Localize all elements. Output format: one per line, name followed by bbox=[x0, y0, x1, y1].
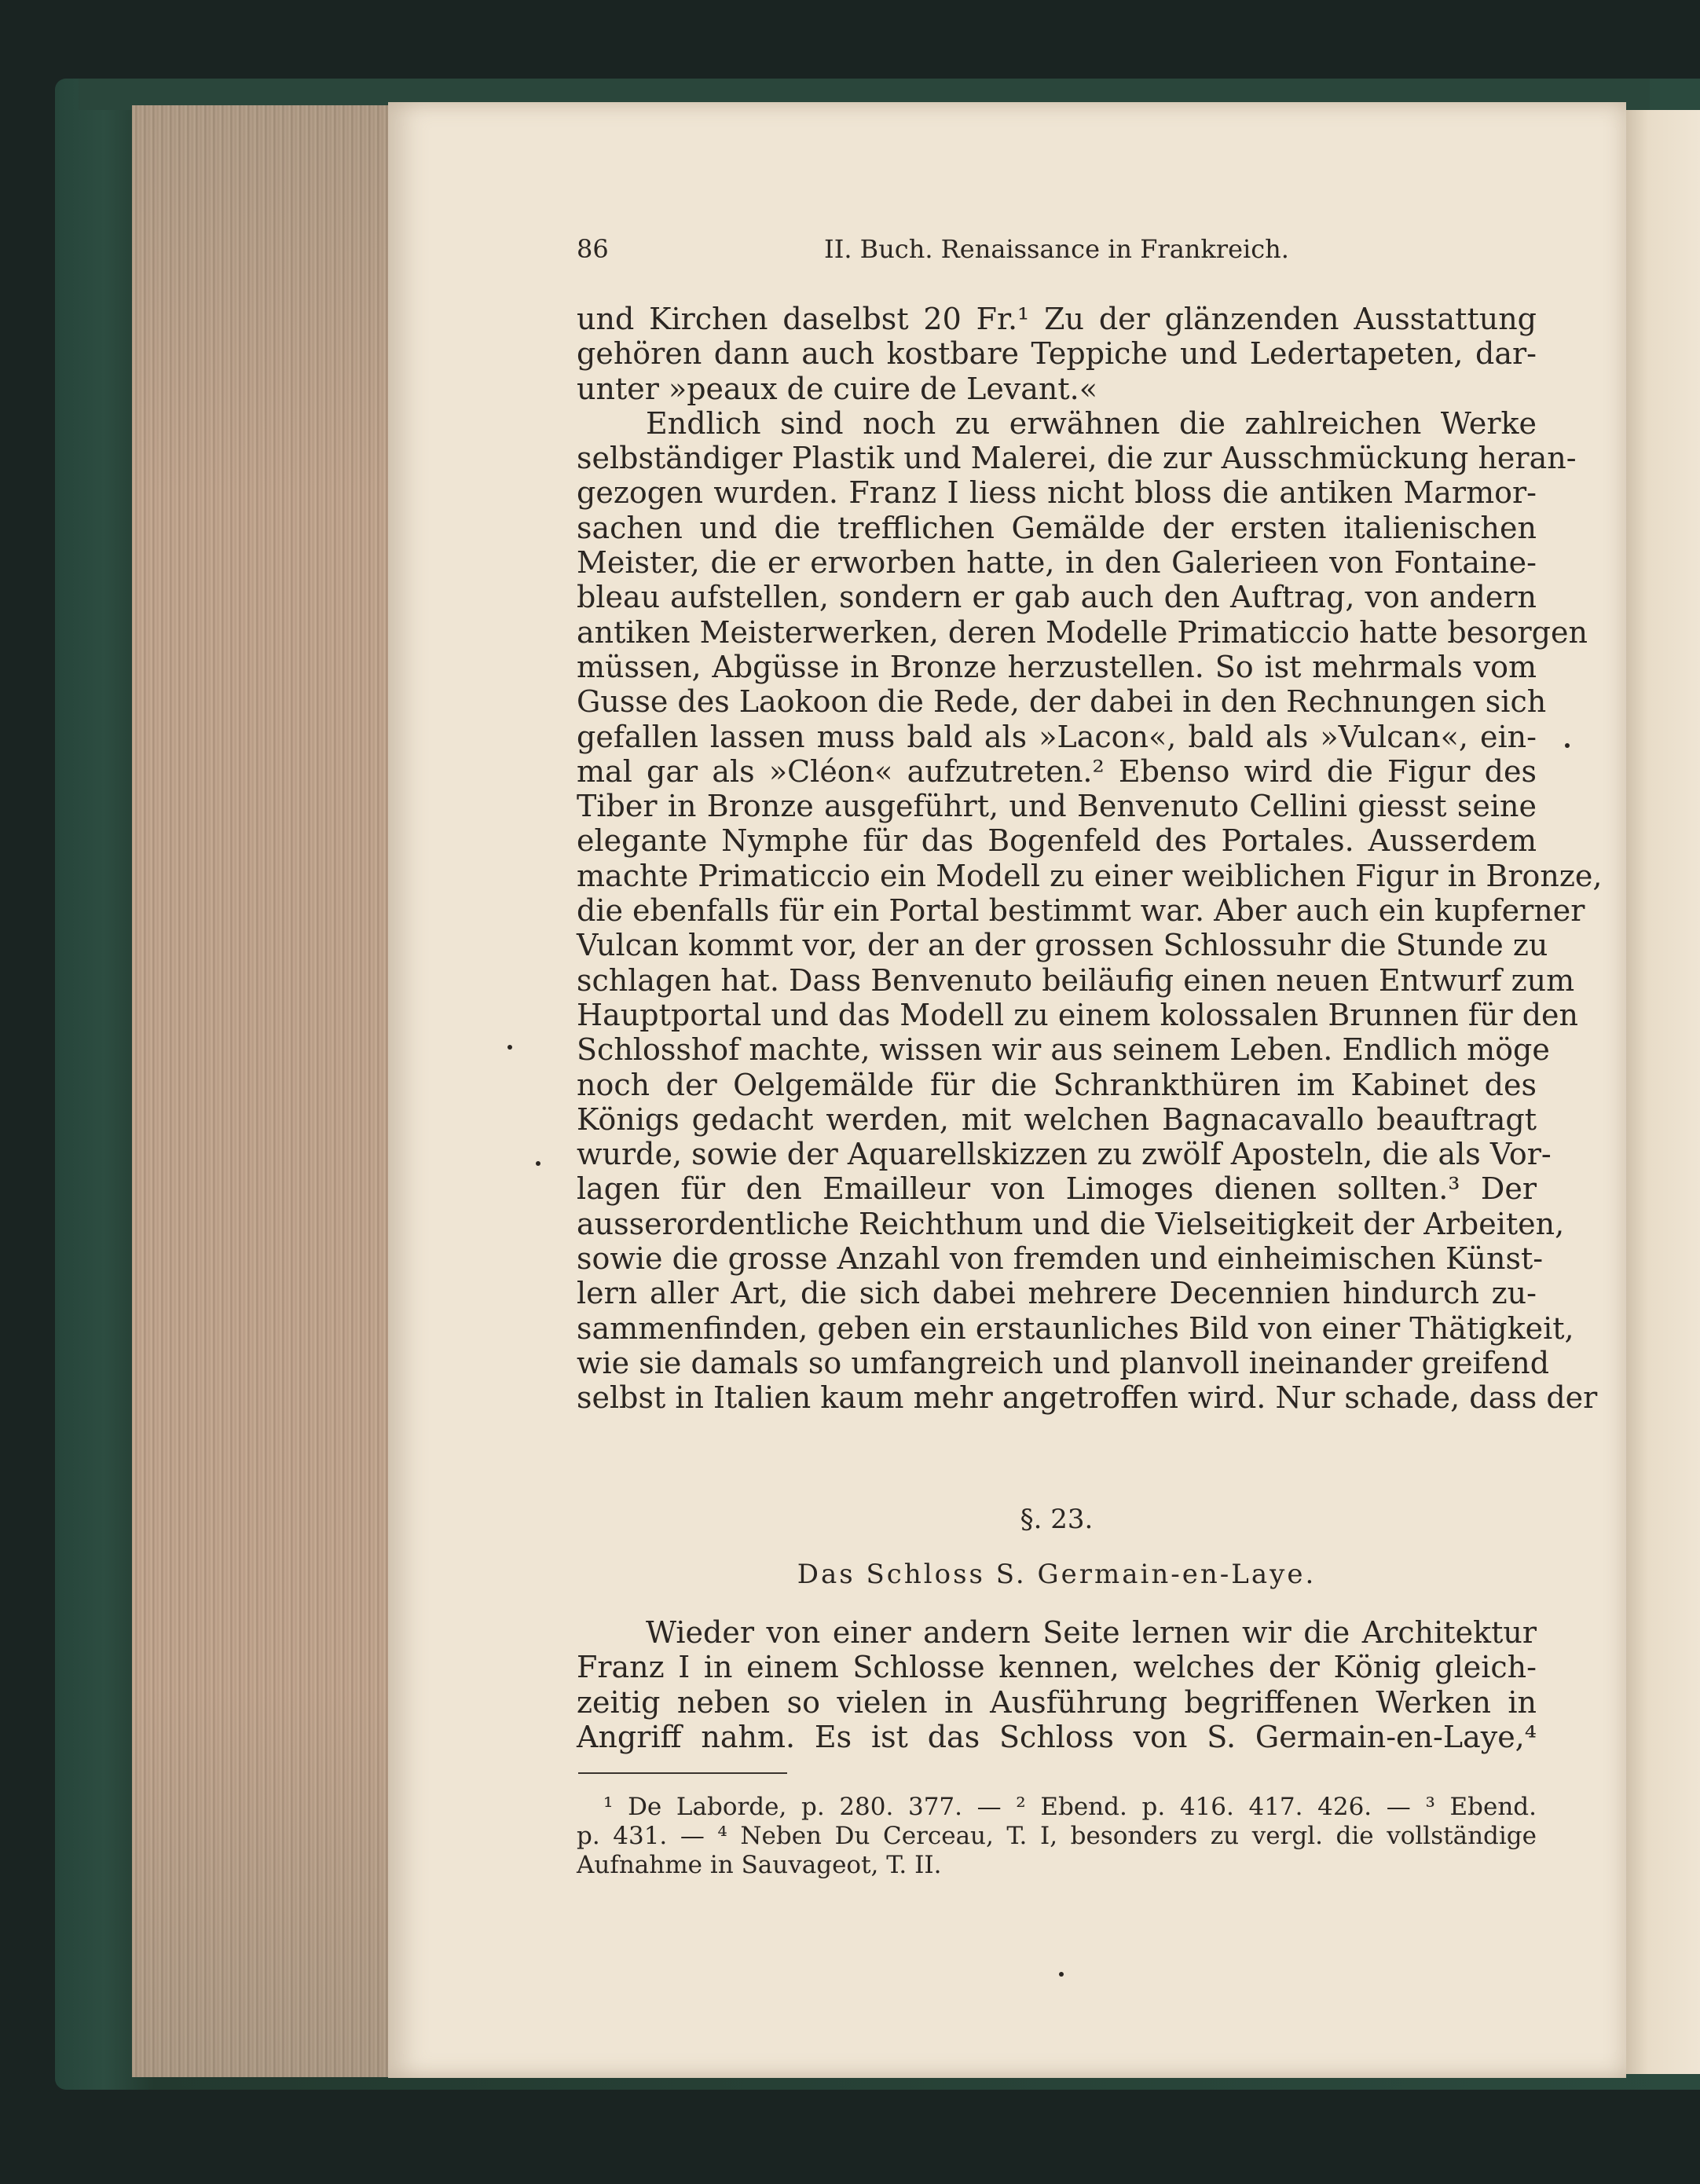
text-line: ausserordentliche Reichthum und die Vielseitigkeit der Arbeiten, bbox=[577, 1206, 1565, 1241]
text-line: müssen, Abgüsse in Bronze herzustellen. So ist mehrmals vom bbox=[577, 649, 1537, 684]
text-line: Gusse des Laokoon die Rede, der dabei in den Rechnungen sich bbox=[577, 684, 1547, 720]
footnote-rule bbox=[578, 1772, 787, 1774]
page-header bbox=[577, 234, 1537, 273]
text-line: Hauptportal und das Modell zu einem kolossalen Brunnen für den bbox=[577, 997, 1578, 1032]
text-line: lagen für den Emailleur von Limoges dienen sollten.³ Der bbox=[577, 1171, 1537, 1207]
text-line: gehören dann auch kostbare Teppiche und Ledertapeten, dar- bbox=[577, 336, 1537, 372]
margin-speck bbox=[507, 1045, 512, 1050]
text-line: bleau aufstellen, sondern er gab auch den Auftrag, von andern bbox=[577, 580, 1537, 615]
next-page-edge bbox=[1626, 110, 1700, 2074]
text-line: Endlich sind noch zu erwähnen die zahlreichen Werke bbox=[646, 405, 1537, 441]
text-line: die ebenfalls für ein Portal bestimmt war. Aber auch ein kupferner bbox=[577, 893, 1585, 929]
text-line: Königs gedacht werden, mit welchen Bagnacavallo beauftragt bbox=[577, 1101, 1537, 1137]
text-line: gefallen lassen muss bald als »Lacon«, bald als »Vulcan«, ein- bbox=[577, 719, 1537, 754]
page-number: 86 bbox=[577, 234, 609, 264]
margin-speck bbox=[1059, 1972, 1064, 1977]
text-line: Franz I in einem Schlosse kennen, welches der König gleich- bbox=[577, 1650, 1537, 1685]
text-line: selbst in Italien kaum mehr angetroffen wird. Nur schade, dass der bbox=[577, 1380, 1598, 1416]
text-line: lern aller Art, die sich dabei mehrere Decennien hindurch zu- bbox=[577, 1276, 1537, 1311]
text-line: wie sie damals so umfangreich und planvoll ineinander greifend bbox=[577, 1345, 1550, 1380]
text-line: Wieder von einer andern Seite lernen wir die Architektur bbox=[646, 1615, 1537, 1650]
text-line: wurde, sowie der Aquarellskizzen zu zwölf Aposteln, die als Vor- bbox=[577, 1137, 1552, 1172]
text-line: elegante Nymphe für das Bogenfeld des Portales. Ausserdem bbox=[577, 823, 1537, 859]
footnote-line: ¹ De Laborde, p. 280. 377. — ² Ebend. p. 416. 417. 426. — ³ Ebend. bbox=[603, 1793, 1537, 1821]
text-line: noch der Oelgemälde für die Schrankthüren im Kabinet des bbox=[577, 1067, 1537, 1102]
text-line: sachen und die trefflichen Gemälde der ersten italienischen bbox=[577, 510, 1537, 545]
page-edges bbox=[132, 105, 388, 2077]
footnote-line: p. 431. — ⁴ Neben Du Cerceau, T. I, besonders zu vergl. die vollständige bbox=[577, 1822, 1537, 1850]
text-line: machte Primaticcio ein Modell zu einer weiblichen Figur in Bronze, bbox=[577, 858, 1603, 893]
text-line: antiken Meisterwerken, deren Modelle Primaticcio hatte besorgen bbox=[577, 614, 1588, 650]
text-line: sammenfinden, geben ein erstaunliches Bild von einer Thätigkeit, bbox=[577, 1310, 1574, 1346]
margin-speck bbox=[1565, 743, 1570, 748]
text-line: mal gar als »Cléon« aufzutreten.² Ebenso wird die Figur des bbox=[577, 753, 1537, 789]
margin-speck bbox=[536, 1161, 540, 1166]
text-line: schlagen hat. Dass Benvenuto beiläufig einen neuen Entwurf zum bbox=[577, 962, 1575, 998]
text-line: zeitig neben so vielen in Ausführung begriffenen Werken in bbox=[577, 1684, 1537, 1720]
text-line: unter »peaux de cuire de Levant.« bbox=[577, 371, 1097, 406]
body-text-bottom bbox=[577, 1615, 1537, 1754]
text-line: und Kirchen daselbst 20 Fr.¹ Zu der glänzenden Ausstattung bbox=[577, 302, 1537, 336]
text-line: sowie die grosse Anzahl von fremden und einheimischen Künst- bbox=[577, 1241, 1544, 1277]
section-number: §. 23. bbox=[1020, 1504, 1094, 1535]
running-title: II. Buch. Renaissance in Frankreich. bbox=[824, 234, 1289, 264]
body-text-top bbox=[577, 302, 1603, 1416]
footnotes bbox=[577, 1793, 1537, 1880]
text-line: Vulcan kommt vor, der an der grossen Schlossuhr die Stunde zu bbox=[577, 928, 1548, 963]
text-line: selbständiger Plastik und Malerei, die zur Ausschmückung heran- bbox=[577, 441, 1577, 476]
text-line: gezogen wurden. Franz I liess nicht bloss die antiken Marmor- bbox=[577, 475, 1537, 511]
text-line: Schlosshof machte, wissen wir aus seinem Leben. Endlich möge bbox=[577, 1032, 1550, 1068]
footnote-line: Aufnahme in Sauvageot, T. II. bbox=[577, 1851, 942, 1879]
text-line: Angriff nahm. Es ist das Schloss von S. Germain-en-Laye,⁴ bbox=[577, 1719, 1537, 1754]
text-line: Meister, die er erworben hatte, in den Galerieen von Fontaine- bbox=[577, 545, 1537, 581]
section-title: Das Schloss S. Germain-en-Laye. bbox=[797, 1559, 1317, 1590]
text-line: Tiber in Bronze ausgeführt, und Benvenuto Cellini giesst seine bbox=[577, 789, 1537, 824]
